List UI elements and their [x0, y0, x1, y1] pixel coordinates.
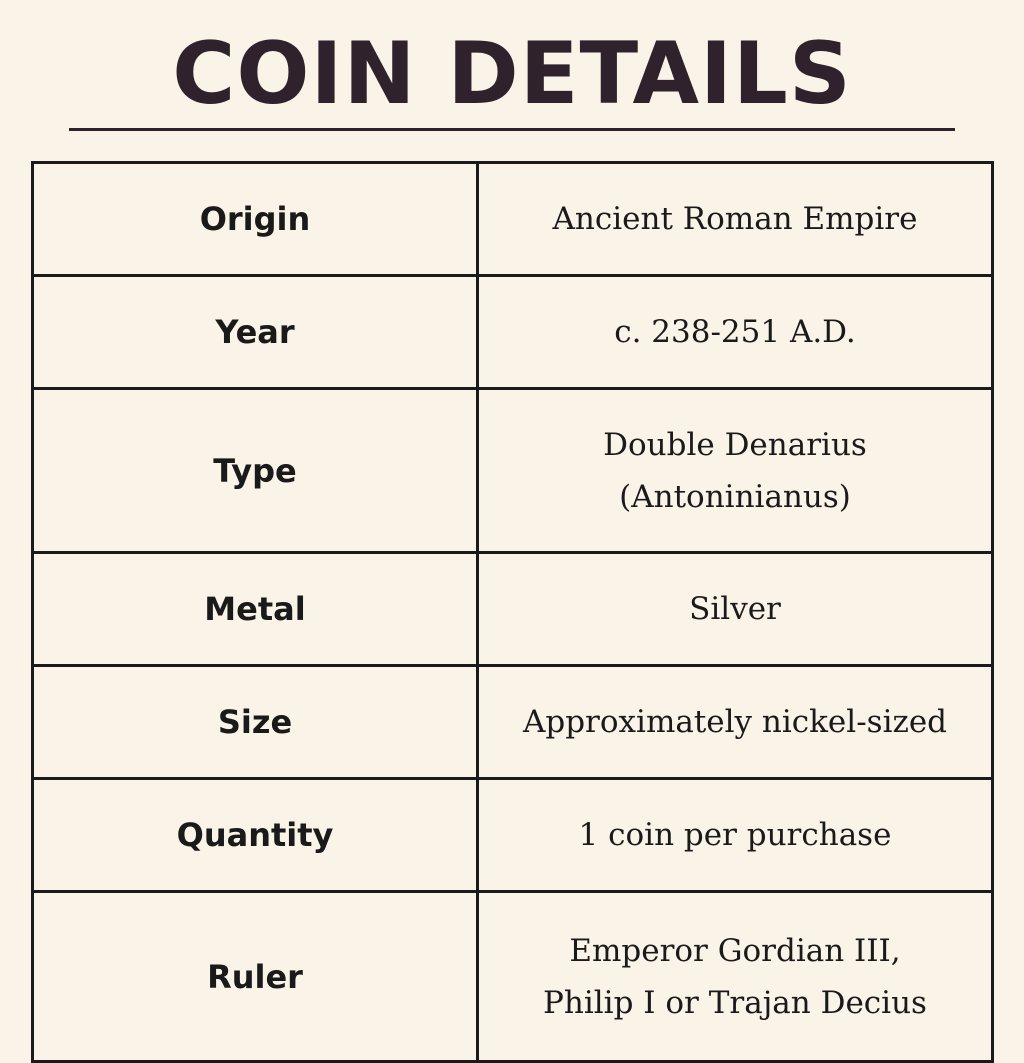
row-label: Origin	[33, 163, 478, 276]
row-label: Ruler	[33, 892, 478, 1062]
value-line: 1 coin per purchase	[578, 817, 892, 853]
value-line: Philip I or Trajan Decius	[543, 984, 927, 1021]
row-value	[478, 666, 993, 779]
value-line: c. 238-251 A.D.	[614, 314, 856, 350]
value-line: Double Denarius	[603, 426, 867, 463]
row-value	[478, 389, 993, 553]
row-label: Type	[33, 389, 478, 553]
row-value	[478, 553, 993, 666]
value-line: (Antoninianus)	[619, 478, 851, 515]
page-title: COIN DETAILS	[172, 24, 852, 124]
table-row-quantity	[33, 779, 993, 892]
row-label: Metal	[33, 553, 478, 666]
row-value	[478, 163, 993, 276]
table-row-size	[33, 666, 993, 779]
table-row-ruler	[33, 892, 993, 1062]
value-line: Silver	[689, 591, 781, 627]
row-value	[478, 892, 993, 1062]
row-label: Quantity	[33, 779, 478, 892]
table-row-year	[33, 276, 993, 389]
coin-details-table	[31, 161, 994, 1063]
table-row-origin	[33, 163, 993, 276]
table-row-metal	[33, 553, 993, 666]
row-value	[478, 779, 993, 892]
value-line: Approximately nickel-sized	[522, 704, 948, 740]
value-line: Emperor Gordian III,	[569, 932, 901, 969]
row-label: Size	[33, 666, 478, 779]
row-label: Year	[33, 276, 478, 389]
title-divider	[69, 128, 955, 131]
value-line: Ancient Roman Empire	[552, 201, 918, 237]
row-value	[478, 276, 993, 389]
table-row-type	[33, 389, 993, 553]
